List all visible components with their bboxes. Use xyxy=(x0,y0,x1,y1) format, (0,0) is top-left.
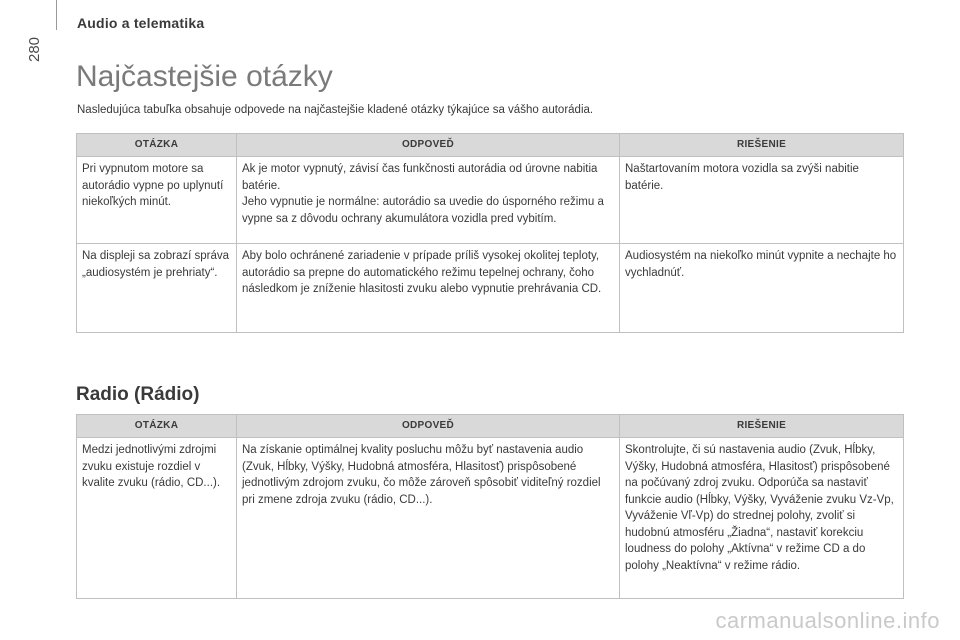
page-title: Najčastejšie otázky xyxy=(76,60,333,93)
intro-text: Nasledujúca tabuľka obsahuje odpovede na najčastejšie kladené otázky týkajúce sa vášho autorádia. xyxy=(77,104,594,116)
radio-section-title: Radio (Rádio) xyxy=(76,384,200,405)
page-number: 280 xyxy=(26,36,43,62)
answer-cell xyxy=(237,244,620,333)
column-header-answer: ODPOVEĎ xyxy=(237,415,620,438)
answer-cell xyxy=(237,438,620,599)
solution-cell: Naštartovaním motora vozidla sa zvýši nabitie batérie. xyxy=(620,157,904,244)
question-cell: Pri vypnutom motore sa autorádio vypne po uplynutí niekoľkých minút. xyxy=(77,157,237,244)
watermark: carmanualsonline.info xyxy=(715,608,940,633)
answer-line: Jeho vypnutie je normálne: autorádio sa uvedie do úsporného režimu a vypne sa z dôvodu ochrany akumulátora vozidla pred vybitím. xyxy=(242,196,604,225)
answer-line: Na získanie optimálnej kvality posluchu môžu byť nastavenia audio (Zvuk, Hĺbky, Výšky, Hudobná atmosféra, Hlasitosť) prispôsobené jednotlivým zdrojom zvuku, čo môže zároveň spôsobiť viditeľný rozdiel pri zmene zdroja zvuku (rádio, CD...). xyxy=(242,444,601,506)
section-header: Audio a telematika xyxy=(77,15,205,31)
answer-line: Aby bolo ochránené zariadenie v prípade príliš vysokej okolitej teploty, autorádio sa prepne do automatického režimu tepelnej ochrany, čoho následkom je zníženie hlasitosti zvuku alebo vypnutie prehrávania CD. xyxy=(242,250,602,295)
table-header-row xyxy=(77,134,904,157)
solution-cell: Audiosystém na niekoľko minút vypnite a nechajte ho vychladnúť. xyxy=(620,244,904,333)
answer-cell xyxy=(237,157,620,244)
side-rule xyxy=(56,0,57,30)
table-row xyxy=(77,438,904,599)
table-row xyxy=(77,157,904,244)
column-header-question: OTÁZKA xyxy=(77,134,237,157)
faq-table-general xyxy=(76,133,904,333)
column-header-solution: RIEŠENIE xyxy=(620,134,904,157)
answer-line: Ak je motor vypnutý, závisí čas funkčnosti autorádia od úrovne nabitia batérie. xyxy=(242,163,598,192)
column-header-question: OTÁZKA xyxy=(77,415,237,438)
column-header-answer: ODPOVEĎ xyxy=(237,134,620,157)
column-header-solution: RIEŠENIE xyxy=(620,415,904,438)
table-header-row xyxy=(77,415,904,438)
faq-table-radio xyxy=(76,414,904,599)
question-cell: Medzi jednotlivými zdrojmi zvuku existuje rozdiel v kvalite zvuku (rádio, CD...). xyxy=(77,438,237,599)
solution-cell: Skontrolujte, či sú nastavenia audio (Zvuk, Hĺbky, Výšky, Hudobná atmosféra, Hlasitosť) prispôsobené na počúvaný zdroj zvuku. Odporúča sa nastaviť funkcie audio (Hĺbky, Výšky, Vyváženie zvuku Vz-Vp, Vyváženie Vľ-Vp) do strednej polohy, zvoliť si hudobnú atmosféru „Žiadna“, nastaviť korekciu loudness do polohy „Aktívna“ v režime CD a do polohy „Neaktívna“ v režime rádio. xyxy=(620,438,904,599)
table-row xyxy=(77,244,904,333)
question-cell: Na displeji sa zobrazí správa „audiosystém je prehriaty“. xyxy=(77,244,237,333)
